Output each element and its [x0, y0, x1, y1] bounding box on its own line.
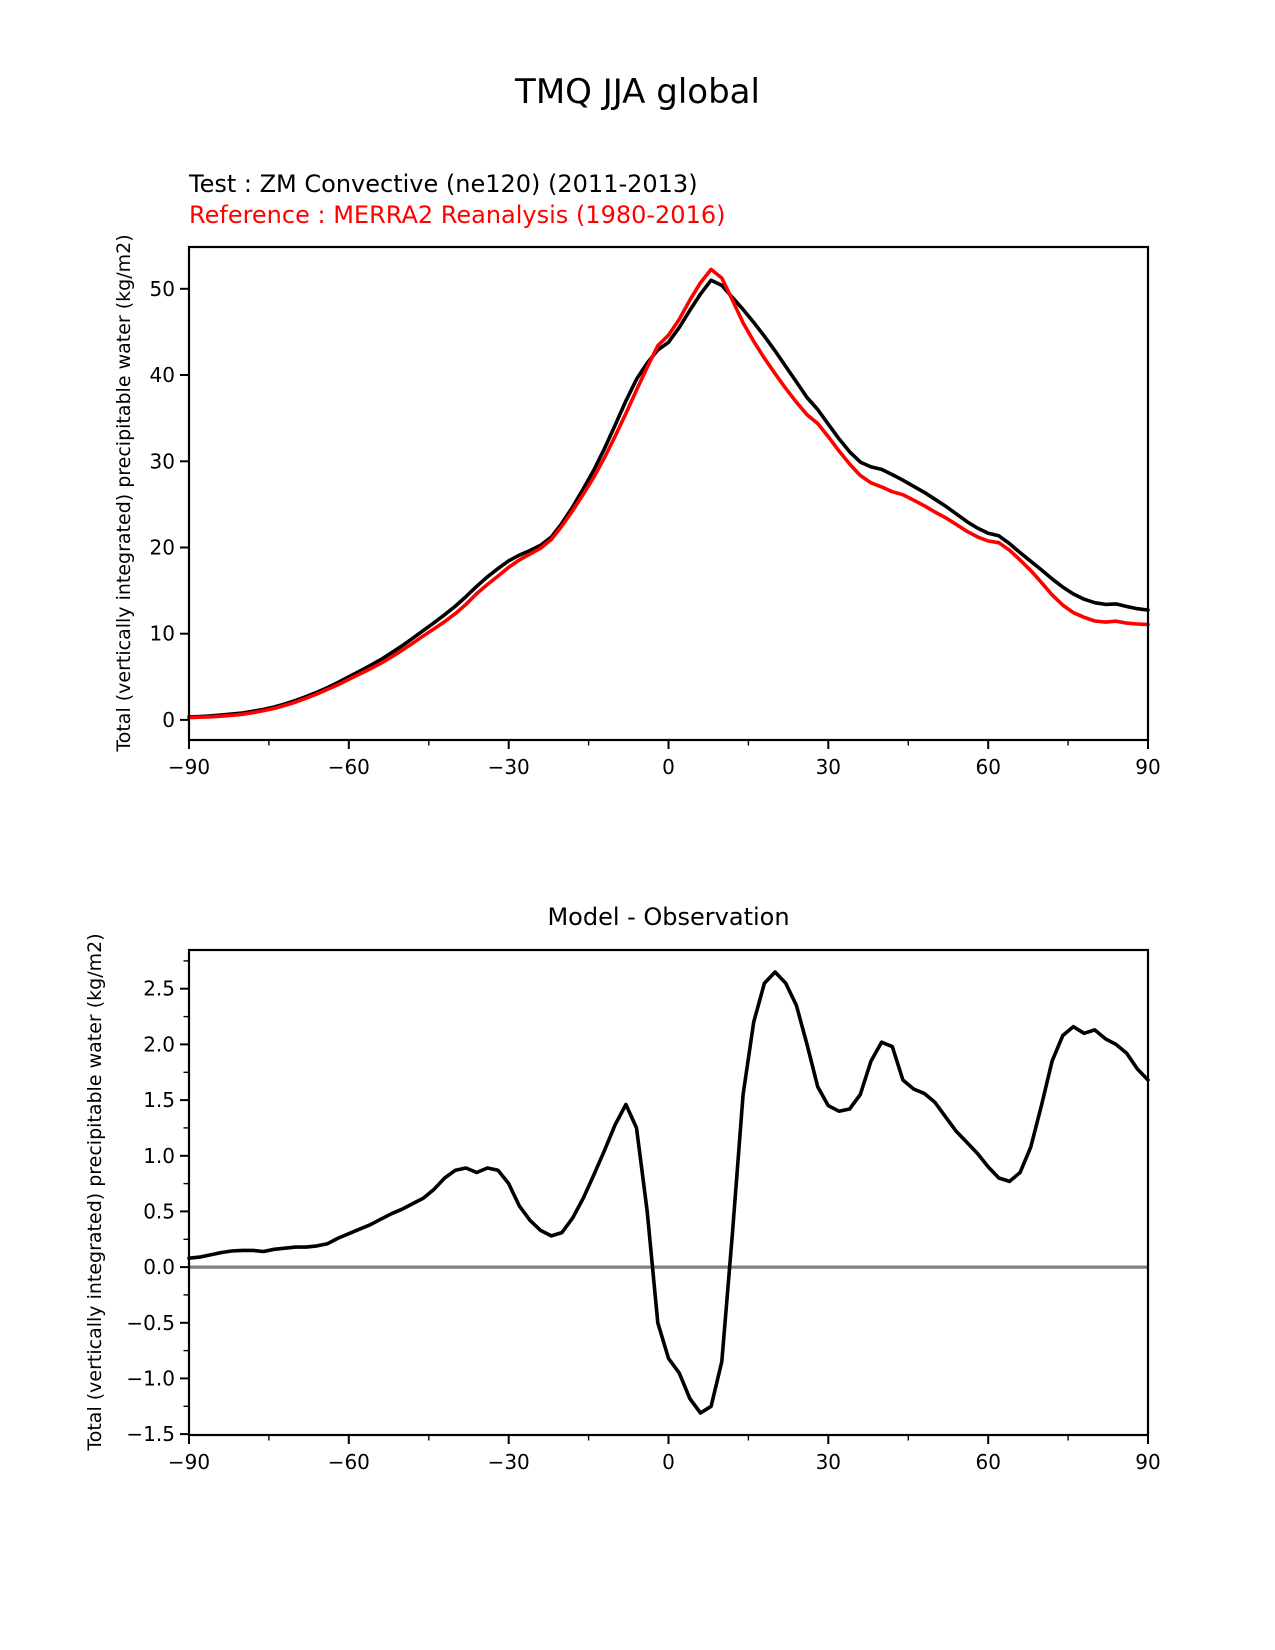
y-tick-label: 0.5 — [143, 1199, 175, 1224]
y-tick-label: 2.5 — [143, 976, 175, 1001]
plot-border — [189, 247, 1148, 740]
y-tick-label: 20 — [149, 535, 175, 560]
x-tick-label: −90 — [167, 1450, 211, 1474]
x-tick-label: −60 — [327, 1450, 370, 1474]
y-tick-label: −1.5 — [126, 1422, 175, 1447]
reference-curve — [189, 269, 1148, 717]
y-tick-label: 1.0 — [143, 1143, 175, 1168]
legend-reference-label: Reference : MERRA2 Reanalysis (1980-2016) — [189, 201, 726, 229]
x-tick-label: 30 — [815, 1450, 842, 1474]
x-tick-label: 0 — [662, 1450, 675, 1474]
y-tick-label: 30 — [149, 449, 175, 474]
x-tick-label: 90 — [1135, 1450, 1161, 1474]
bottom-chart-y-axis-label: Total (vertically integrated) precipitable water (kg/m2) — [84, 933, 106, 1451]
x-tick-label: 60 — [975, 755, 1001, 779]
y-tick-label: 0 — [162, 707, 175, 732]
plot-border — [189, 950, 1148, 1435]
bottom-chart-title: Model - Observation — [547, 903, 790, 931]
legend-test-label: Test : ZM Convective (ne120) (2011-2013) — [189, 170, 698, 198]
y-tick-label: 50 — [149, 276, 175, 301]
y-tick-label: 40 — [149, 363, 175, 387]
x-tick-label: −60 — [327, 755, 370, 779]
figure-title: TMQ JJA global — [515, 72, 760, 112]
y-tick-label: −0.5 — [126, 1310, 175, 1335]
x-tick-label: 90 — [1135, 755, 1161, 779]
top-chart-y-axis-label: Total (vertically integrated) precipitable water (kg/m2) — [113, 234, 135, 752]
y-tick-label: 1.5 — [143, 1088, 175, 1113]
x-tick-label: 0 — [662, 755, 675, 779]
difference-curve — [189, 972, 1148, 1413]
y-tick-label: 10 — [149, 621, 175, 646]
y-tick-label: −1.0 — [126, 1366, 175, 1391]
x-tick-label: 30 — [815, 755, 842, 779]
y-tick-label: 2.0 — [143, 1032, 175, 1057]
x-tick-label: −90 — [167, 755, 211, 779]
x-tick-label: −30 — [487, 755, 530, 779]
x-tick-label: −30 — [487, 1450, 530, 1474]
test-curve — [189, 280, 1148, 717]
x-tick-label: 60 — [975, 1450, 1001, 1474]
y-tick-label: 0.0 — [143, 1255, 175, 1280]
